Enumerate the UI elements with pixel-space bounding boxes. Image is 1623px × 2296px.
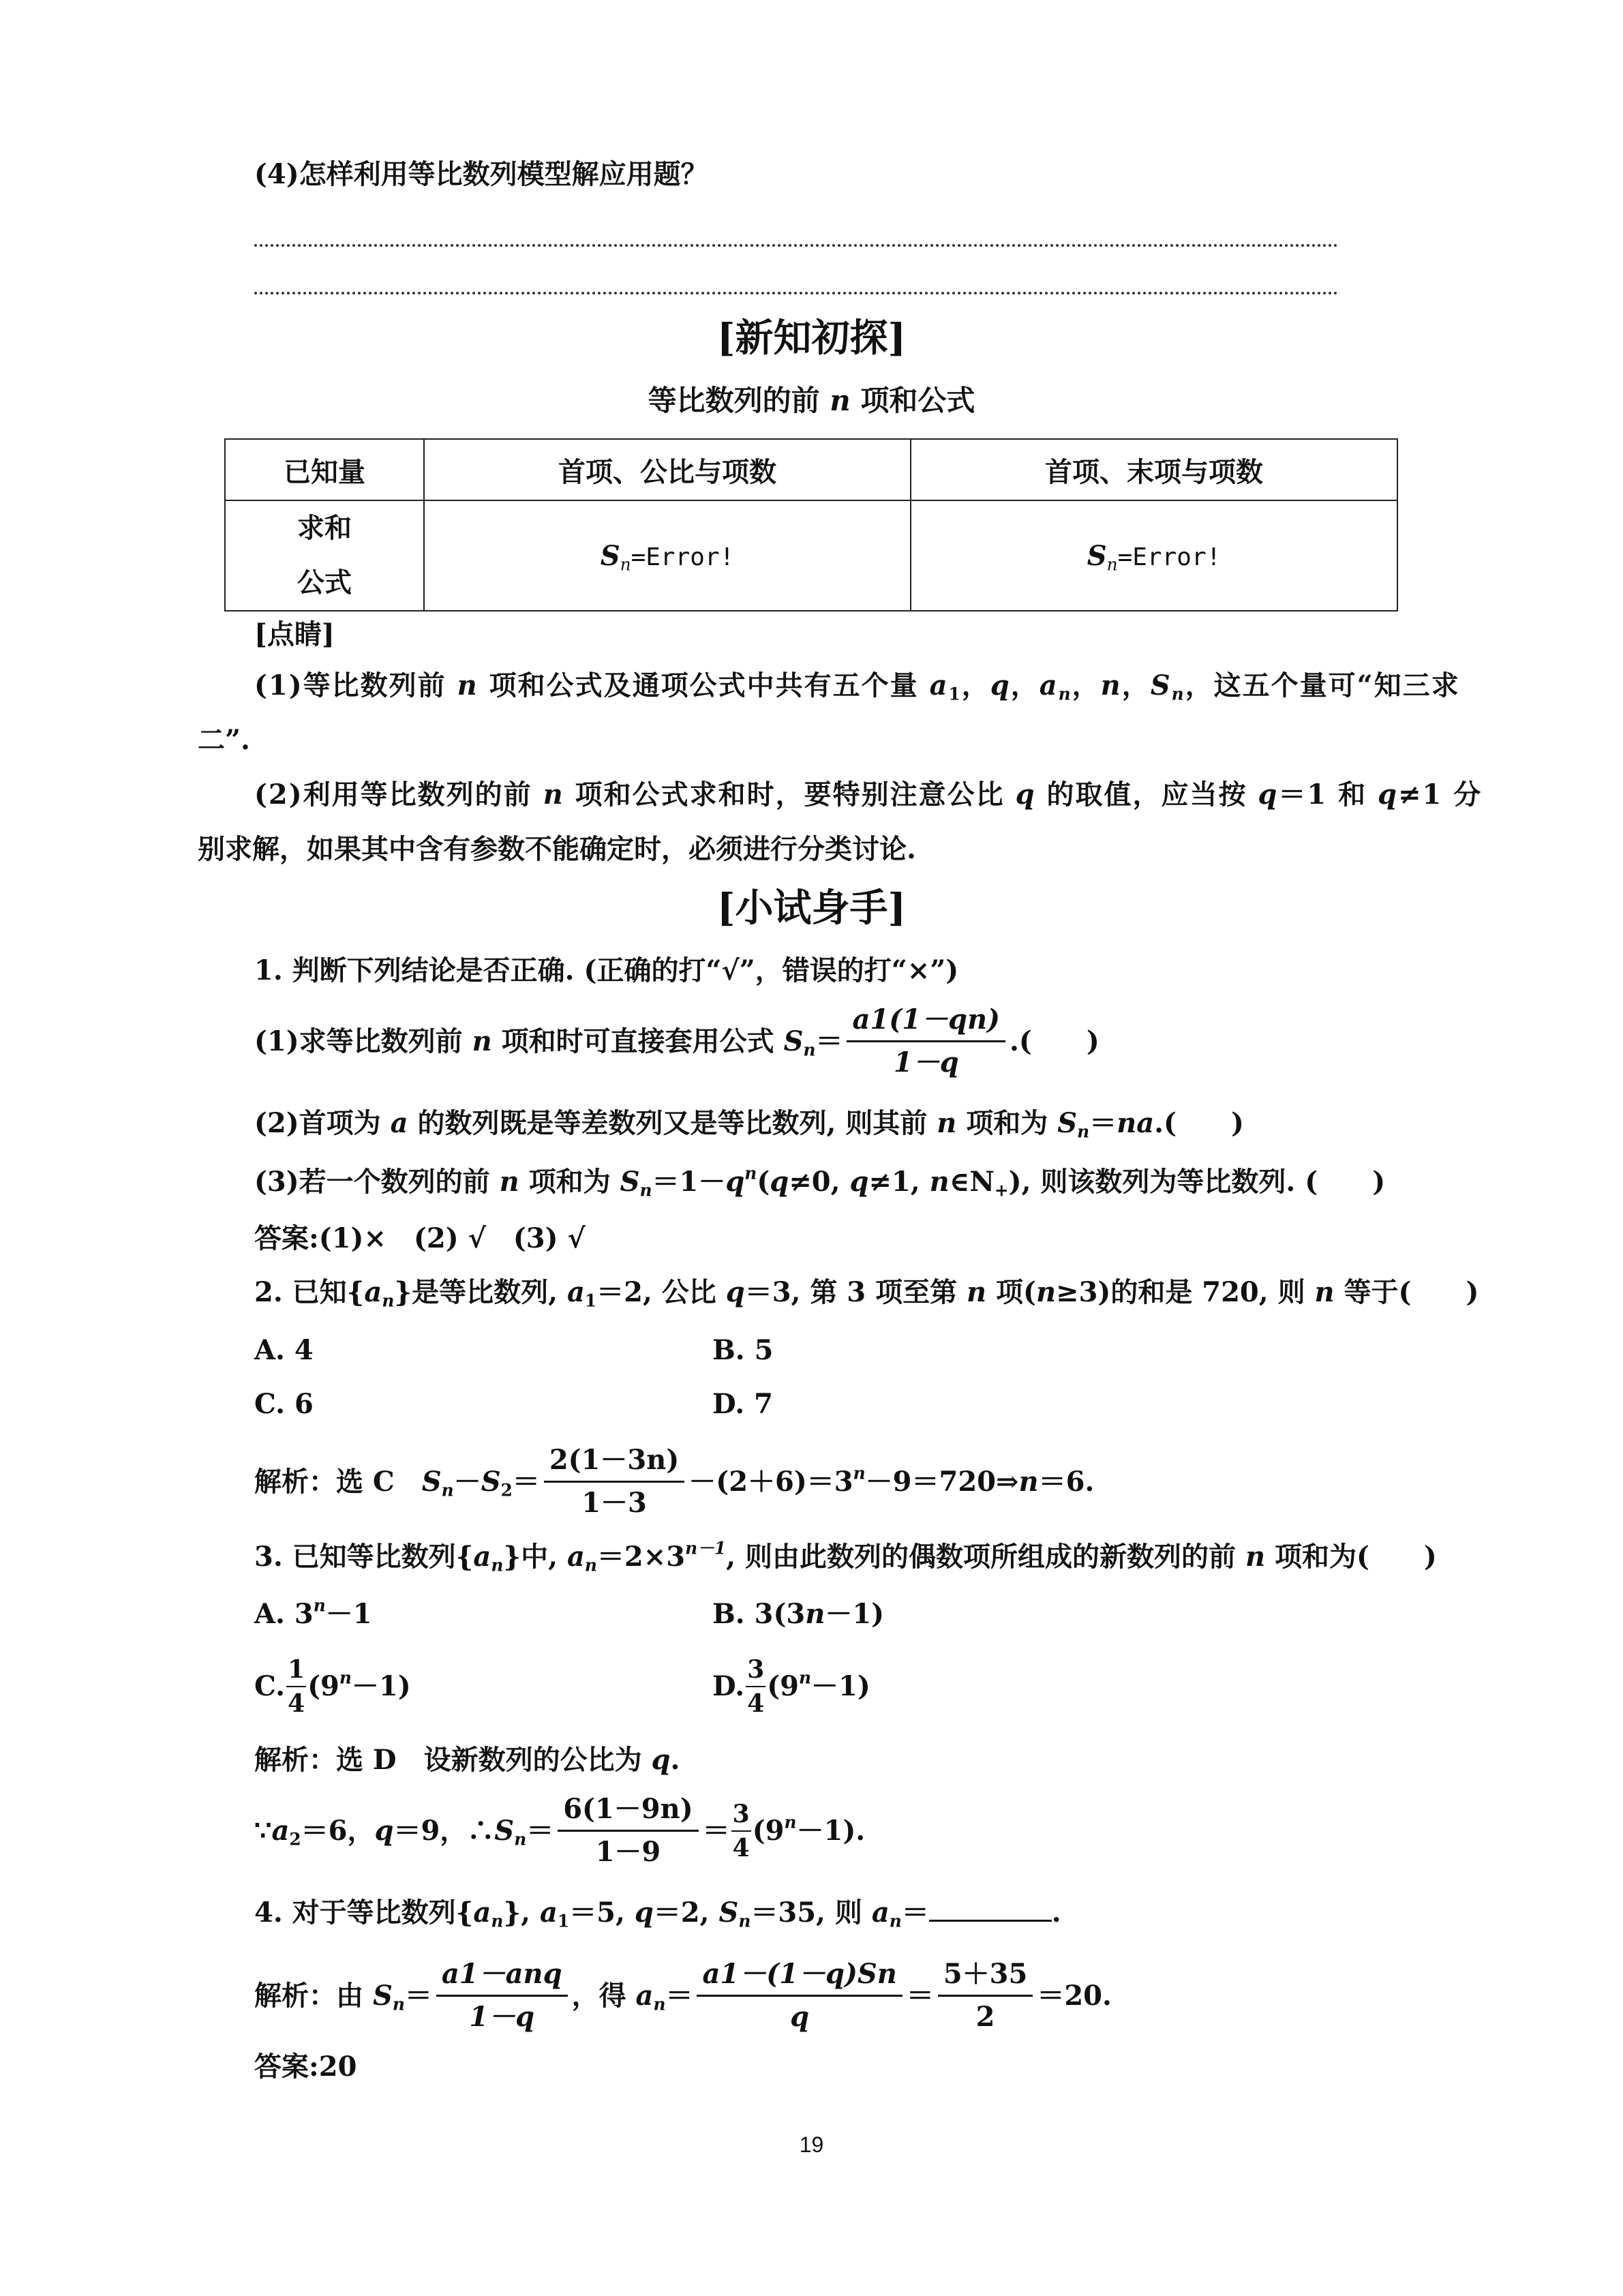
frac-num: 3 xyxy=(746,1656,765,1687)
page-number: 19 xyxy=(799,2132,824,2157)
fraction-option-d xyxy=(746,1656,765,1717)
problem-2-option-a: A. 4 xyxy=(254,1334,314,1366)
table-header-col1: 首项、公比与项数 xyxy=(424,439,911,500)
note-2-line-2: 别求解，如果其中含有参数不能确定时，必须进行分类讨论. xyxy=(198,833,916,865)
statement-1-suffix: .( ) xyxy=(1009,1025,1099,1057)
table-header-col2: 首项、末项与项数 xyxy=(911,439,1397,500)
table-cell-formula-2: $S_n=Error$! xyxy=(911,500,1397,611)
fraction-solution-4c xyxy=(938,1958,1033,2034)
table-header-known: 已知量 xyxy=(225,439,424,500)
problem-3-option-d: D. $\frac{3}{4}$ $(9^n-1)$ xyxy=(712,1652,870,1721)
fraction-solution-2 xyxy=(544,1444,684,1520)
frac-num: 5＋35 xyxy=(938,1958,1033,1997)
problem-2-option-d: D. 7 xyxy=(712,1388,773,1420)
cell2-value: =Error! xyxy=(1117,543,1222,571)
table-row-label xyxy=(225,500,424,611)
frac-den: 4 xyxy=(732,1833,750,1862)
fraction-option-c xyxy=(286,1656,306,1717)
problem-1-stem: 1. 判断下列结论是否正确. (正确的打“√”，错误的打“×”) xyxy=(254,954,959,986)
section-title-new-knowledge: [新知初探] xyxy=(717,316,906,361)
equals-sign: ＝ xyxy=(702,1814,730,1847)
problem-3-option-a: A. $3^n-1$ xyxy=(254,1595,372,1630)
question-4: (4)怎样利用等比数列模型解应用题？ xyxy=(254,158,708,190)
problem-3-solution-2: $\because a_2=6$，q＝9，$\therefore S_n=$ $\frac{6(1-9n)}{1-9}$ ＝ $\frac{3}{4}$ $(9^n-1)$. xyxy=(254,1793,866,1868)
problem-3-solution-1: 解析：选 D 设新数列的公比为 q. xyxy=(254,1744,680,1776)
note-1-line-2: 二”. xyxy=(198,724,250,756)
table-cell-formula-1: $S_n=Error$! xyxy=(424,500,911,611)
frac-num: 2(1－3n) xyxy=(544,1444,684,1483)
frac-den: 2 xyxy=(975,2001,995,2033)
stem-end: . xyxy=(1051,1897,1061,1929)
frac-num: a1－anq xyxy=(436,1958,568,1997)
frac-den: 4 xyxy=(747,1689,765,1718)
solution-4-suffix: ＝20. xyxy=(1037,1979,1112,2012)
frac-num: 3 xyxy=(731,1800,751,1832)
fraction-solution-4a xyxy=(436,1958,568,2034)
answer-blank xyxy=(929,1895,1052,1922)
fraction-solution-3b xyxy=(731,1800,751,1862)
problem-3-option-c: C. $\frac{1}{4}$ $(9^n-1)$ xyxy=(254,1652,411,1721)
formula-title: 等比数列的前 n 项和公式 xyxy=(648,384,975,417)
frac-num: 1 xyxy=(286,1656,306,1687)
frac-num: 6(1－9n) xyxy=(558,1793,698,1832)
answer-line-1 xyxy=(254,244,1338,247)
frac-den: 1－9 xyxy=(595,1836,661,1868)
option-d-prefix: D. xyxy=(712,1670,745,1702)
fraction-solution-3a xyxy=(558,1793,698,1869)
frac-den: 1－q xyxy=(893,1046,959,1078)
row-label-line2: 公式 xyxy=(297,567,352,599)
cell1-value: =Error! xyxy=(631,543,735,571)
frac-num: a1(1－qn) xyxy=(847,1003,1005,1042)
problem-4-answer: 答案:20 xyxy=(254,2051,357,2083)
row-label-line1: 求和 xyxy=(297,512,352,544)
problem-3-option-b: B. 3(3n－1) xyxy=(712,1598,885,1630)
frac-den: q xyxy=(790,2001,810,2033)
problem-2-stem: 2. 已知$\{a_n\}$是等比数列, $a_1=2$, 公比 q＝3, 第 3 项至第 n 项(n≥3)的和是 720, 则 n 等于( ) xyxy=(254,1276,1479,1311)
answer-line-2 xyxy=(254,292,1338,294)
frac-num: a1－(1－q)Sn xyxy=(697,1958,902,1997)
problem-1-statement-3: (3)若一个数列的前 n 项和为 $S_n=1-q^n(q\ne 0$, q≠1, $n\in N_+$), 则该数列为等比数列. ( ) xyxy=(254,1163,1386,1200)
problem-4-solution: 解析：由 $S_n=$ $\frac{\text{a1－anq}}{1-q}$ ，得 $a_n=$ $\frac{a1-(1-q)Sn}{q}$ ＝ $\frac{5+35}{2}$ ＝20. xyxy=(254,1958,1112,2033)
frac-den: 1－3 xyxy=(581,1487,647,1519)
problem-1-answer: 答案:(1)× (2) √ (3) √ xyxy=(254,1222,586,1254)
fraction-solution-4b xyxy=(697,1958,902,2034)
frac-den: 1－q xyxy=(469,2001,535,2033)
frac-den: 4 xyxy=(288,1689,305,1718)
fraction-sum-formula xyxy=(847,1003,1005,1079)
problem-2-option-c: C. 6 xyxy=(254,1388,314,1420)
problem-4-stem: 4. 对于等比数列$\{a_n\}$, $a_1=5$, q＝2, $S_n=35$, 则 $a_n=$ . xyxy=(254,1897,1061,1931)
note-2-line-1: (2)利用等比数列的前 n 项和公式求和时，要特别注意公比 q 的取值，应当按 q＝1 和 q≠1 分 xyxy=(254,779,1483,811)
problem-1-statement-2: (2)首项为 a 的数列既是等差数列又是等比数列, 则其前 n 项和为 $S_n=na$.( ) xyxy=(254,1107,1244,1142)
note-1-line-1: (1)等比数列前 n 项和公式及通项公式中共有五个量 $a_1$，q，$a_n$，n，$S_n$，这五个量可“知三求 xyxy=(254,669,1460,704)
section-title-try: [小试身手] xyxy=(717,886,906,931)
sum-formula-table xyxy=(224,438,1398,611)
equals-sign: ＝ xyxy=(906,1979,934,2012)
note-label: [点睛] xyxy=(254,618,335,650)
option-c-prefix: C. xyxy=(254,1670,286,1702)
problem-2-option-b: B. 5 xyxy=(712,1334,774,1366)
problem-3-stem: 3. 已知等比数列$\{a_n\}$中, $a_n=2\times 3^{n-1}$, 则由此数列的偶数项所组成的新数列的前 n 项和为( ) xyxy=(254,1538,1437,1575)
problem-1-statement-1: (1)求等比数列前 n 项和时可直接套用公式 $S_n=$ $\frac{a1(1-qn)}{1-q}$ .( ) xyxy=(254,1003,1099,1078)
problem-2-solution: 解析：选 C $S_n-S_2=$ $\frac{2(1-3n)}{1-3}$ $-(2+6)=3^n-9=720\Rightarrow n=6$. xyxy=(254,1444,1095,1519)
